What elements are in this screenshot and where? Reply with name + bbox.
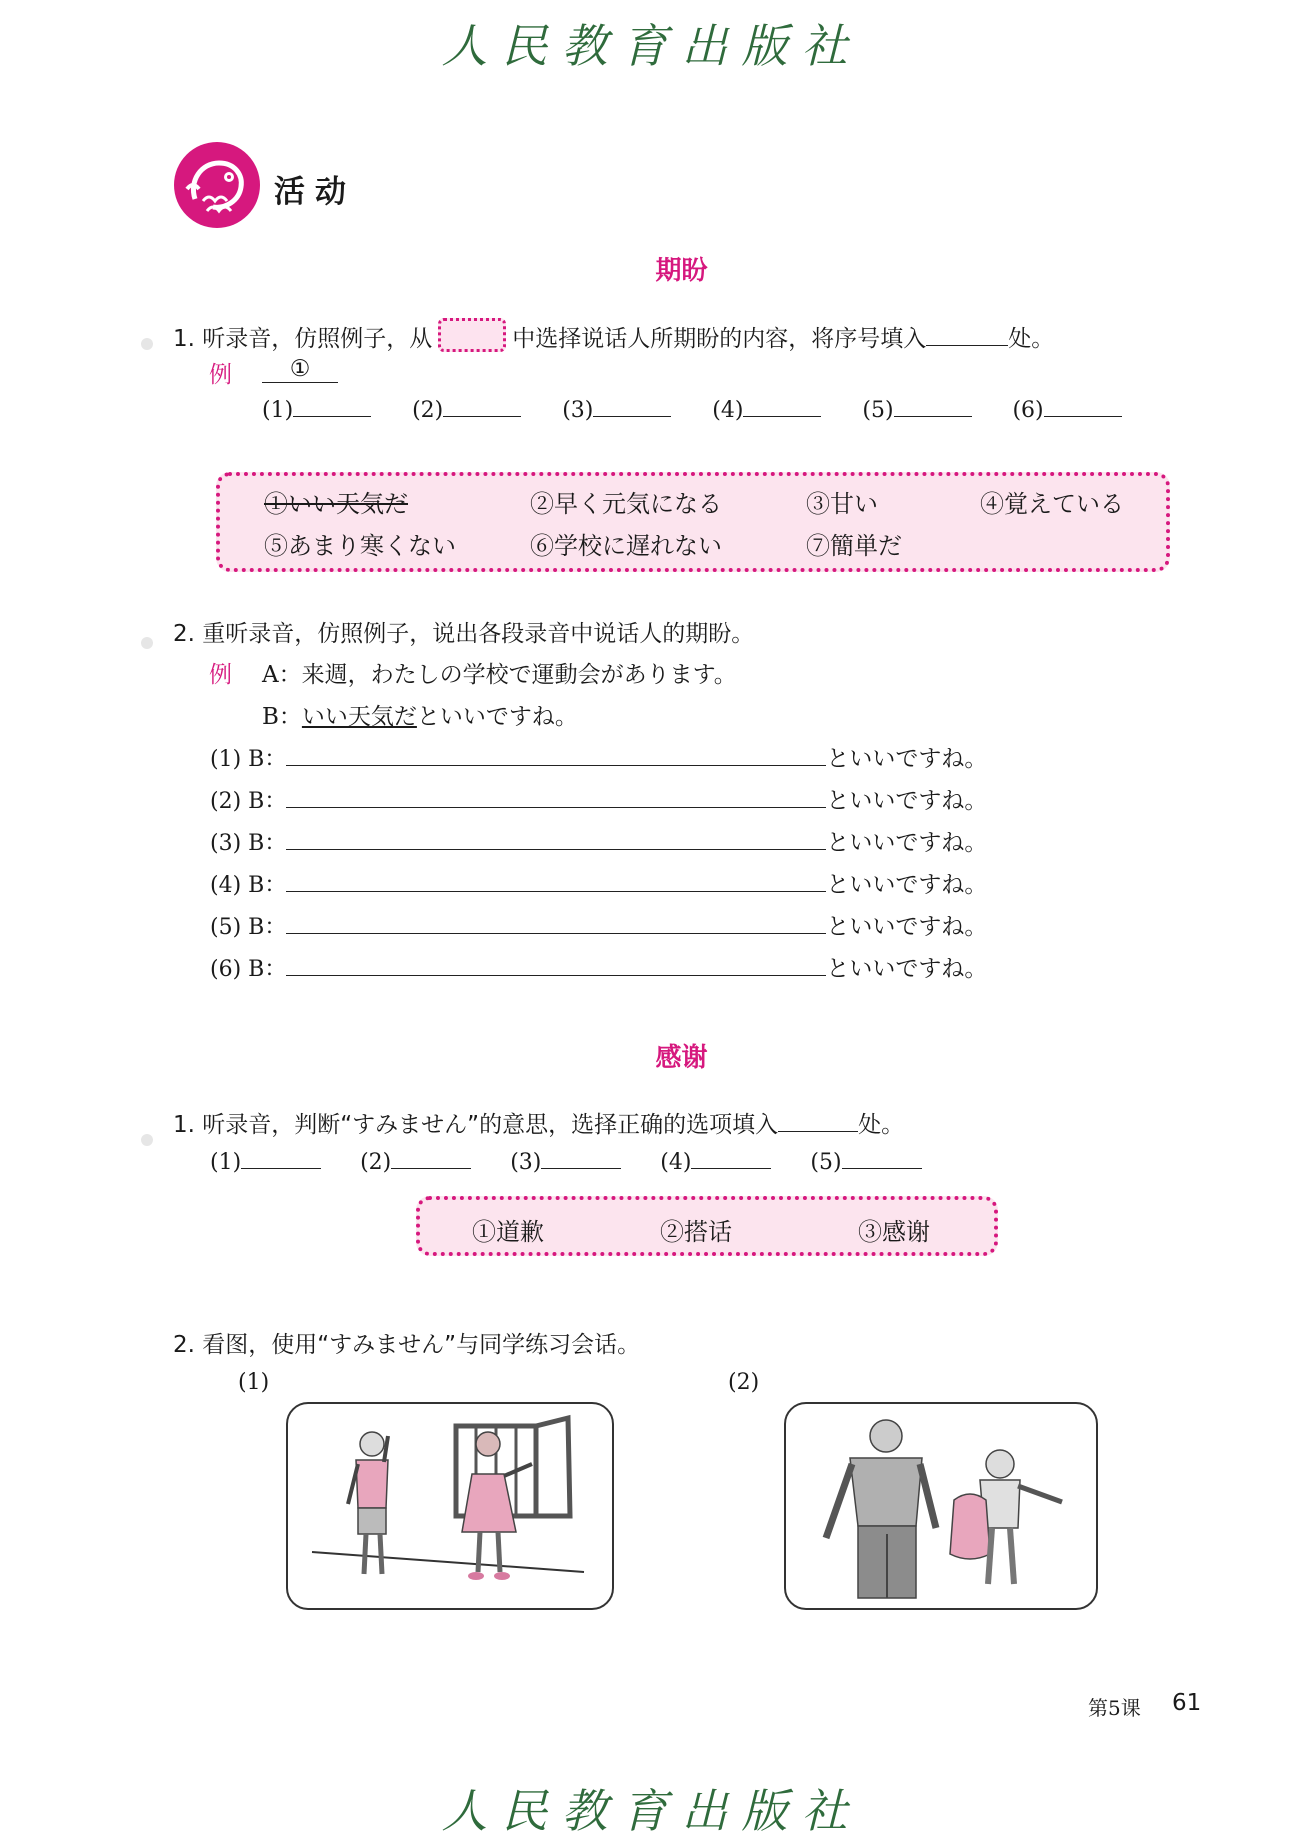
blank-item[interactable]: (5): [810, 1150, 930, 1175]
q-text: 中选择说话人所期盼的内容，将序号填入: [512, 326, 927, 352]
answer-line: (6) B： といいですね。: [210, 956, 988, 982]
answer-line: (2) B： といいですね。: [210, 788, 988, 814]
answer-blank[interactable]: [286, 765, 826, 766]
answer-line: (5) B： といいですね。: [210, 914, 988, 940]
bullet-dot: [141, 1134, 153, 1146]
part2-q1-instruction: [173, 1106, 904, 1139]
answer-blank[interactable]: [778, 1131, 858, 1132]
q-number: 1.: [173, 1112, 195, 1138]
answer-blank[interactable]: [286, 807, 826, 808]
lesson-label: 第5课: [1088, 1696, 1141, 1720]
option-1: ①いい天気だ: [264, 490, 408, 518]
answer-blank[interactable]: [286, 891, 826, 892]
option-2: ②搭话: [660, 1218, 732, 1246]
answer-blank[interactable]: [286, 849, 826, 850]
q-text: 看图，使用“すみません”与同学练习会话。: [202, 1332, 641, 1358]
option-1: ①道歉: [472, 1218, 544, 1246]
options-box: [216, 472, 1170, 572]
answer-blank[interactable]: [926, 345, 1008, 346]
blank-item[interactable]: (6): [1012, 398, 1132, 423]
blank-item[interactable]: (2): [360, 1150, 505, 1175]
publisher-logo-bottom: 人民教育出版社: [441, 1784, 862, 1838]
picture-frame-1: [286, 1402, 614, 1610]
option-5: ⑤あまり寒くない: [264, 532, 456, 560]
q-text: 处。: [858, 1112, 905, 1138]
example-line-a: A：来週，わたしの学校で運動会があります。: [262, 662, 737, 688]
example-label: 例: [209, 362, 232, 388]
option-7: ⑦簡単だ: [806, 532, 902, 560]
part2-q2-instruction: [173, 1326, 640, 1359]
part1-q2-instruction: [173, 615, 754, 648]
option-3: ③甘い: [806, 490, 878, 518]
illustration-bump-scene: [786, 1404, 1096, 1608]
inline-dashed-box: [438, 318, 506, 352]
blank-item[interactable]: (4): [712, 398, 857, 423]
blank-item[interactable]: (3): [510, 1150, 655, 1175]
part2-title: 感谢: [655, 1043, 708, 1073]
part1-q1-instruction: [173, 318, 1054, 353]
option-4: ④覚えている: [980, 490, 1124, 518]
blank-item[interactable]: (4): [660, 1150, 805, 1175]
q-number: 1.: [173, 326, 195, 352]
answer-line: (3) B： といいですね。: [210, 830, 988, 856]
blank-item[interactable]: (3): [562, 398, 707, 423]
option-2: ②早く元気になる: [530, 490, 722, 518]
page-number: 61: [1172, 1690, 1202, 1716]
option-3: ③感谢: [858, 1218, 930, 1246]
answer-line: (1) B： といいですね。: [210, 746, 988, 772]
q-text: 听录音，判断“すみません”的意思，选择正确的选项填入: [202, 1112, 779, 1138]
publisher-logo-top: 人民教育出版社: [441, 19, 862, 73]
q-text: 听录音，仿照例子，从: [202, 326, 433, 352]
option-6: ⑥学校に遅れない: [530, 532, 722, 560]
options-box: [416, 1196, 998, 1256]
blank-item[interactable]: (5): [862, 398, 1007, 423]
bullet-dot: [141, 338, 153, 350]
koi-fish-icon: [173, 141, 261, 229]
q-number: 2.: [173, 621, 195, 647]
illustration-window-scene: [288, 1404, 612, 1608]
picture-label-1: (1): [238, 1370, 270, 1395]
answer-line: (4) B： といいですね。: [210, 872, 988, 898]
bullet-dot: [141, 637, 153, 649]
blank-item[interactable]: (2): [412, 398, 557, 423]
part1-title: 期盼: [655, 256, 708, 286]
q-number: 2.: [173, 1332, 195, 1358]
picture-frame-2: [784, 1402, 1098, 1610]
picture-label-2: (2): [728, 1370, 760, 1395]
q1-answer-blanks: [210, 1150, 930, 1175]
q1-answer-blanks: [262, 398, 1122, 423]
q-text: 处。: [1008, 326, 1055, 352]
q-text: 重听录音，仿照例子，说出各段录音中说话人的期盼。: [202, 621, 755, 647]
example-label: 例: [209, 662, 232, 688]
example-answer: ①: [262, 356, 338, 383]
section-title: 活动: [274, 174, 356, 210]
example-line-b: B：いい天気だといいですね。: [262, 704, 578, 730]
answer-blank[interactable]: [286, 933, 826, 934]
blank-item[interactable]: (1): [210, 1150, 355, 1175]
answer-blank[interactable]: [286, 975, 826, 976]
blank-item[interactable]: (1): [262, 398, 407, 423]
